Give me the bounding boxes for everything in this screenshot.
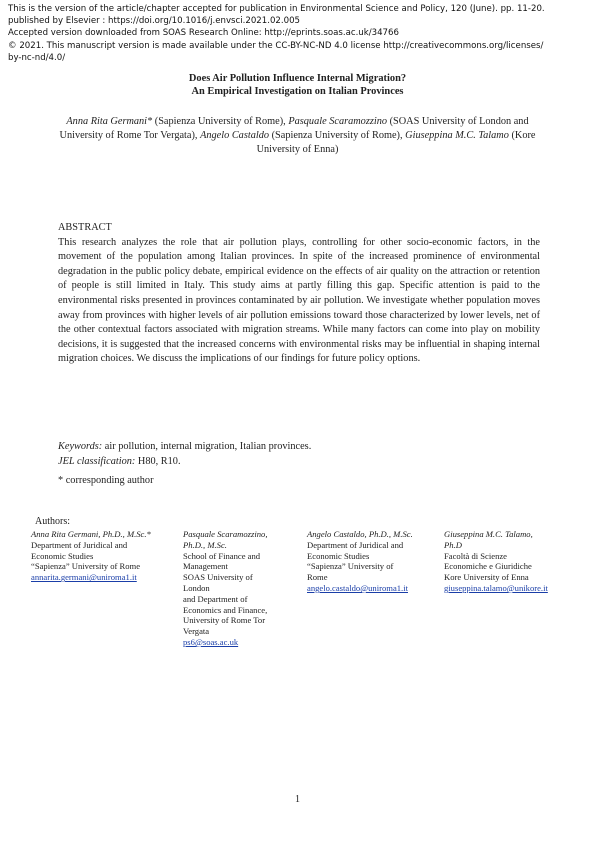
author-name: Anna Rita Germani*	[66, 116, 153, 127]
author-card-line: Department of Juridical and	[307, 539, 404, 550]
author-card-line: Economic Studies	[31, 550, 94, 561]
keywords-value: air pollution, internal migration, Italian provinces.	[102, 441, 312, 452]
author-email-link[interactable]: ps6@soas.ac.uk	[183, 636, 239, 647]
paper-title	[0, 73, 595, 98]
keywords-label: Keywords:	[58, 441, 103, 452]
author-email-link[interactable]: giuseppina.talamo@unikore.it	[444, 582, 548, 593]
author-card-scaramozzino	[183, 529, 303, 648]
corresponding-author-note: * corresponding author	[58, 475, 154, 486]
author-card-line: Facoltà di Scienze	[444, 550, 507, 561]
author-card-name: Ph.D	[444, 539, 462, 550]
author-card-name: Anna Rita Germani, Ph.D., M.Sc.*	[31, 529, 151, 539]
header-line: This is the version of the article/chapter accepted for publication in Environmental Science and Policy, 120 (June). pp. 11-20.	[8, 4, 545, 14]
keywords-block	[58, 440, 311, 470]
author-card-name: Pasquale Scaramozzino,	[183, 529, 268, 539]
author-card-line: Rome	[307, 572, 328, 583]
abstract-text: This research analyzes the role that air pollution plays, controlling for other socio-economic factors, in the movement of the population among Italian provinces. In spite of the increased prominence of environmental degradation in the public policy debate, empirical evidence on the effects of air quality on the attraction or retention of people is still limited in Italy. This study aims at partly filling this gap. Specific attention is paid to the environmental risks presented in provinces contaminated by air pollution. We investigate whether population moves away from provinces with higher levels of air pollution emissions toward those characterized by lower levels, net of the other contextual factors associated with migration streams. While many factors can come into play on mobility decisions, it is suggested that the increased concerns with environmental risks may be influential in shaping internal migration choices. We discuss the implications of our findings for future policy options.	[58, 236, 540, 365]
author-card-line: Management	[183, 561, 228, 572]
author-card-line: London	[183, 582, 210, 593]
author-card-line: Kore University of Enna	[444, 572, 529, 583]
header-line: published by Elsevier : https://doi.org/10.1016/j.envsci.2021.02.005	[8, 16, 301, 27]
author-card-name: Giuseppina M.C. Talamo,	[444, 529, 533, 539]
author-card-line: and Department of	[183, 593, 248, 604]
author-card-line: Economics and Finance,	[183, 604, 268, 615]
title-line-1: Does Air Pollution Influence Internal Migration?	[188, 73, 407, 84]
header-line: © 2021. This manuscript version is made available under the CC-BY-NC-ND 4.0 license http://creativecommons.org/licenses/	[8, 40, 544, 51]
author-affiliation: (Sapienza University of Rome),	[152, 116, 289, 127]
author-card-name: Ph.D., M.Sc.	[183, 539, 227, 550]
author-name: Giuseppina M.C. Talamo	[405, 130, 509, 142]
repository-header-note	[8, 3, 588, 64]
author-name: Angelo Castaldo	[200, 130, 270, 142]
author-card-germani	[31, 529, 181, 583]
author-affiliation: (Sapienza University of Rome),	[269, 130, 406, 142]
author-email-link[interactable]: annarita.germani@uniroma1.it	[31, 572, 137, 583]
author-card-line: “Sapienza” University of	[307, 561, 394, 572]
author-affiliation: (Kore University of Enna)	[256, 130, 536, 156]
author-affiliation: (SOAS University of London and University of Rome Tor Vergata),	[59, 116, 529, 142]
author-card-line: Economiche e Giuridiche	[444, 561, 532, 572]
author-card-line: Department of Juridical and	[31, 539, 128, 550]
header-line: Accepted version downloaded from SOAS Research Online: http://eprints.soas.ac.uk/34766	[8, 28, 399, 39]
author-name: Pasquale Scaramozzino	[288, 116, 388, 127]
author-email-link[interactable]: angelo.castaldo@uniroma1.it	[307, 582, 408, 593]
header-line: by-nc-nd/4.0/	[8, 52, 66, 63]
author-card-name: Angelo Castaldo, Ph.D., M.Sc.	[307, 529, 413, 539]
author-card-line: School of Finance and	[183, 550, 261, 561]
title-line-2: An Empirical Investigation on Italian Provinces	[191, 85, 404, 97]
keywords-line	[58, 440, 311, 455]
author-card-line: “Sapienza” University of Rome	[31, 561, 141, 572]
jel-line	[58, 455, 311, 470]
author-list	[50, 115, 545, 158]
author-card-line: University of Rome Tor	[183, 615, 266, 626]
abstract-heading: ABSTRACT	[58, 222, 112, 233]
abstract-section	[58, 221, 540, 367]
page-number: 1	[295, 794, 300, 805]
author-card-line: Vergata	[183, 626, 210, 637]
jel-label: JEL classification:	[58, 455, 136, 467]
authors-heading: Authors:	[35, 516, 70, 527]
author-card-line: Economic Studies	[307, 550, 370, 561]
jel-value: H80, R10.	[135, 455, 181, 467]
author-card-line: SOAS University of	[183, 572, 253, 583]
author-card-castaldo	[307, 529, 439, 594]
author-card-talamo	[444, 529, 584, 594]
